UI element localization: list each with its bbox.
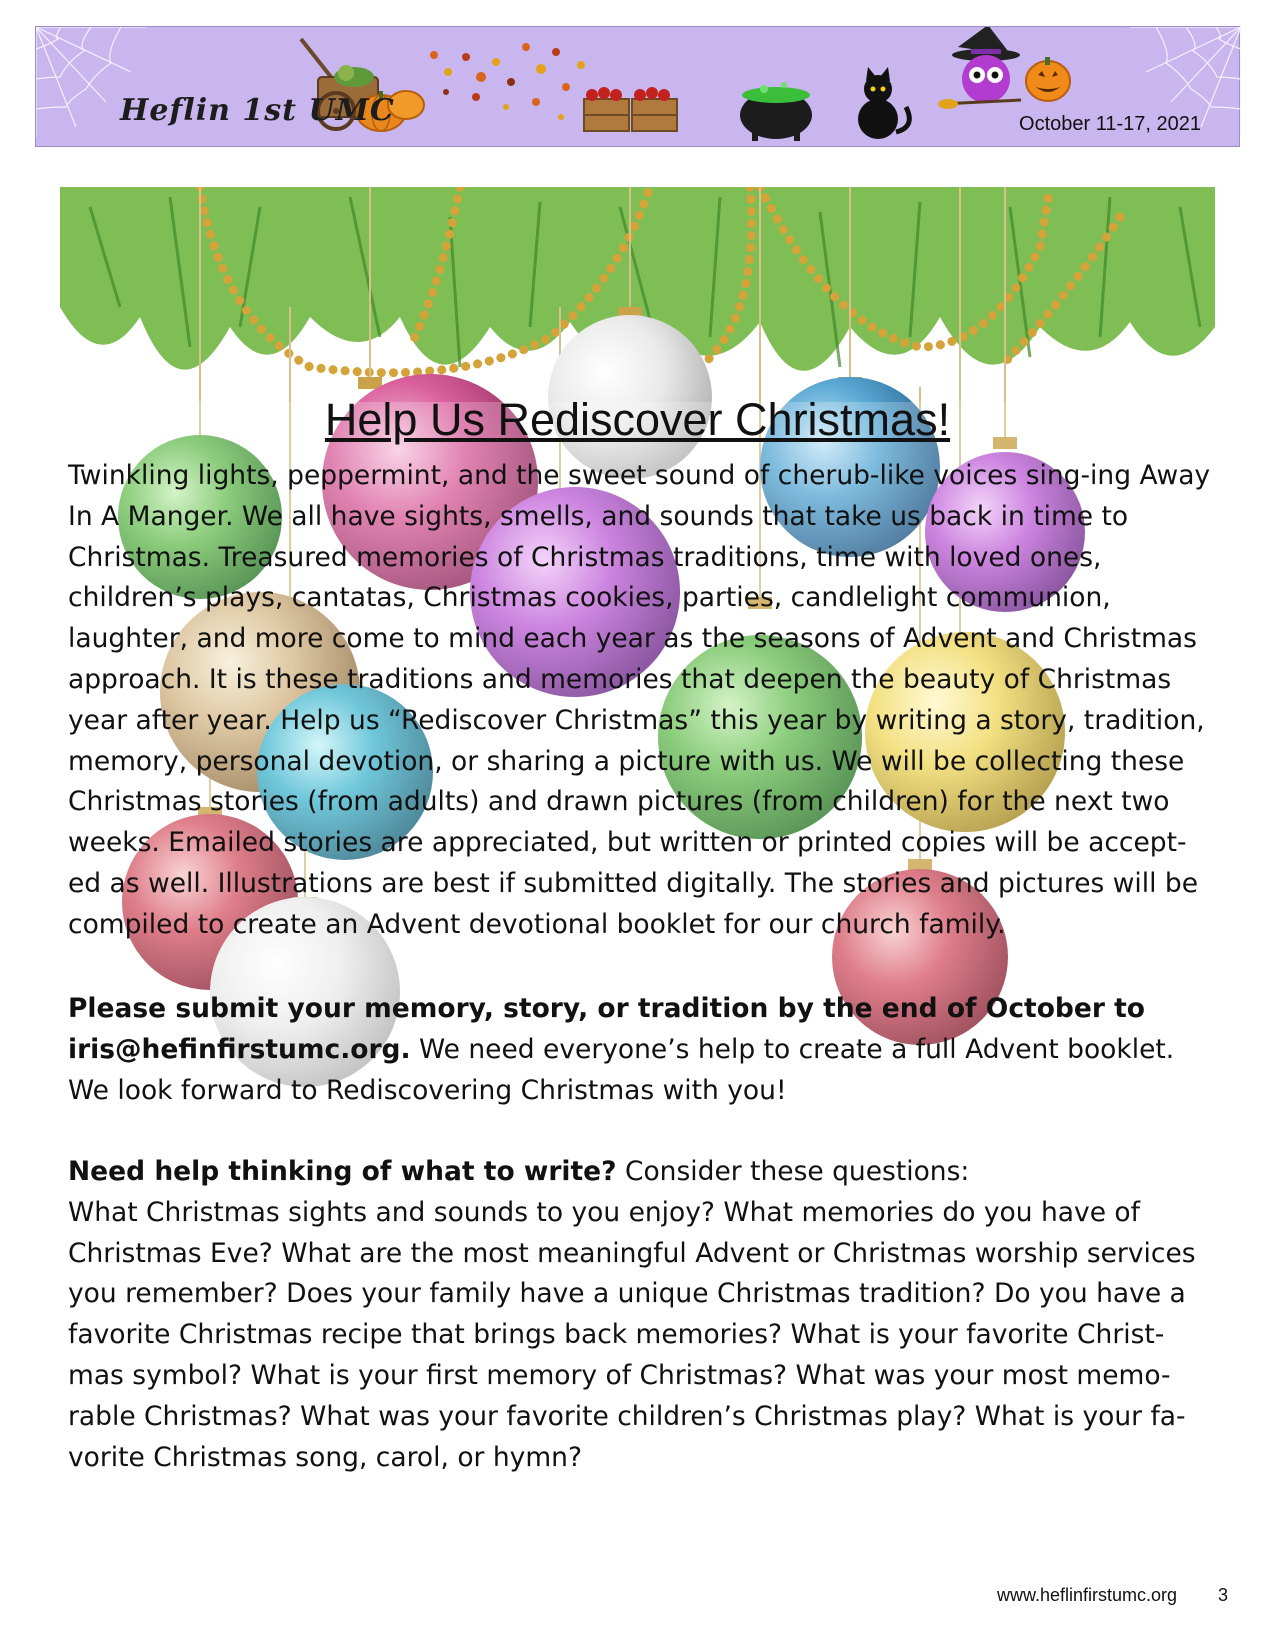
issue-date: October 11-17, 2021 [1019,113,1201,135]
witch-owl-icon [938,27,1021,109]
article-paragraph-intro: Twinkling lights, peppermint, and the sweet sound of cherub-like voices sing-ing Away In A Manger. We all have sights, smells, and sounds that take us back in time to Christmas. Treasured memories of Christmas traditions, time with loved ones, children’s plays, cantatas, Christmas cookies, parties, candlelight communion, laughter, and more come to mind each year as the seasons of Advent and Christmas approach. It is these traditions and memories that deepen the beauty of Christmas year after year. Help us “Rediscover Christmas” this year by writing a story, tradition, memory, personal devotion, or sharing a picture with us. We will be collecting these Christmas stories (from adults) and drawn pictures (from children) for the next two weeks. Emailed stories are appreciated, but written or printed copies will be accept-ed as well. Illustrations are best if submitted digitally. The stories and pictures will be compiled to create an Advent devotional booklet for our church family. [68,460,1211,940]
header-banner [35,26,1240,147]
page-number: 3 [1218,1585,1229,1605]
submission-instruction: Please submit your memory, story, or tradition by the end of October to iris@hefinfirstumc.org. [68,993,1146,1065]
prompt-questions: What Christmas sights and sounds to you enjoy? What memories do you have of Christmas Eve? What are the most meaningful Advent or Christmas worship services you remember? Does your family have a unique Christmas tradition? Do you have a favorite Christmas recipe that brings back memories? What is your favorite Christ-mas symbol? What is your first memory of Christmas? What was your most memo-rable Christmas? What was your favorite children’s Christmas play? What is your fa-vorite Christmas song, carol, or hymn? [68,1196,1196,1473]
prompts-heading: Need help thinking of what to write? [68,1156,617,1187]
submission-paragraph [68,989,1218,1111]
cauldron-icon [740,82,812,141]
church-brand: Heflin 1st UMC [120,93,395,128]
submission-followup: We need everyone’s help to create a full Advent booklet. We look forward to Rediscovering Christmas with you! [68,1033,1175,1106]
black-cat-icon [858,67,909,139]
article-title: Help Us Rediscover Christmas! [324,394,951,445]
jack-o-lantern-icon [1026,57,1070,101]
falling-leaves-icon [430,43,585,120]
footer-website: www.heflinfirstumc.org [997,1585,1178,1605]
prompts-intro: Consider these questions: [616,1156,970,1187]
writing-prompts-paragraph [68,1152,1218,1478]
apple-crate-icon [584,87,677,131]
